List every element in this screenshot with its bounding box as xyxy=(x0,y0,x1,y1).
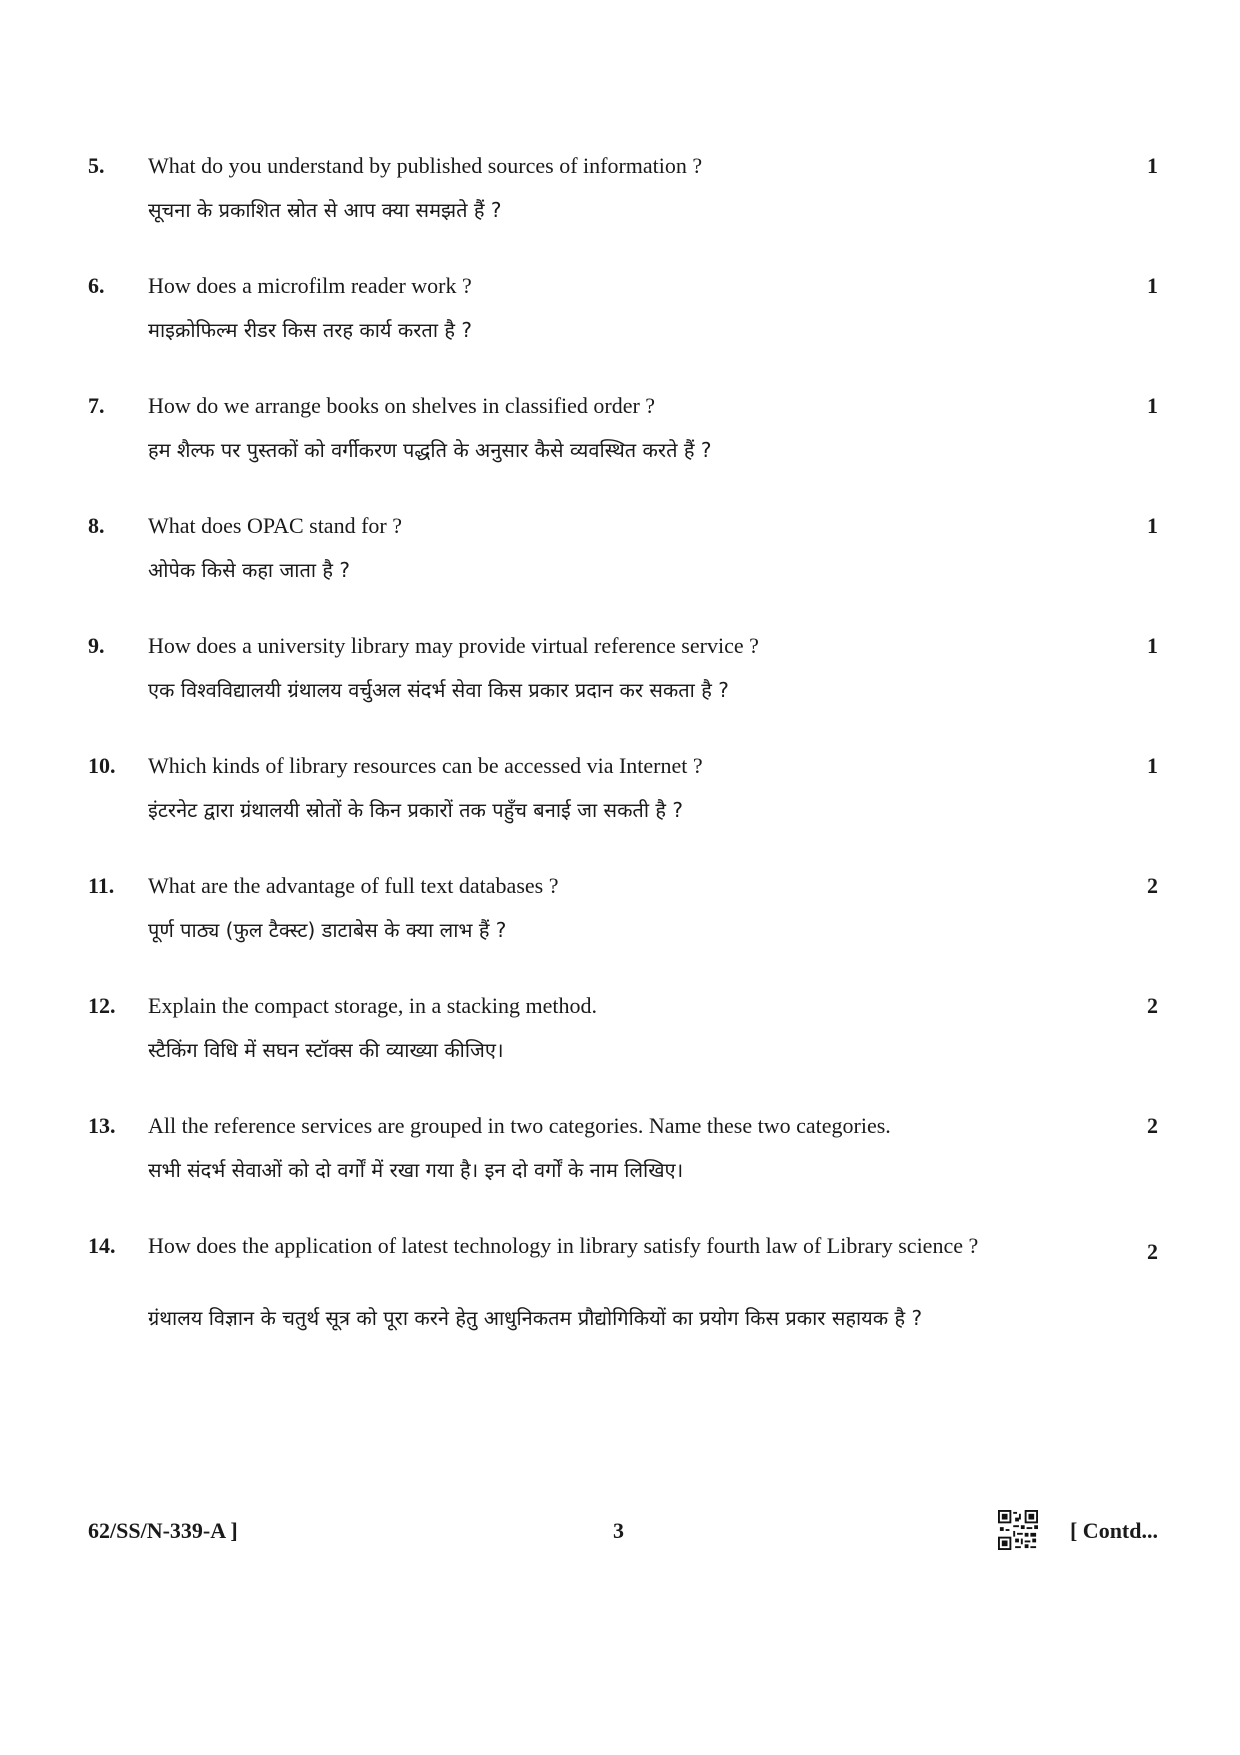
question-text-hindi: इंटरनेट द्वारा ग्रंथालयी स्रोतों के किन प्रकारों तक पहुँच बनाई जा सकती है ? xyxy=(148,798,683,822)
question-marks: 1 xyxy=(1147,513,1158,538)
question-number: 14. xyxy=(88,1233,116,1258)
question-marks: 1 xyxy=(1147,153,1158,178)
question-number: 7. xyxy=(88,393,105,418)
question-number: 13. xyxy=(88,1113,116,1138)
question-11 xyxy=(88,872,1158,942)
question-number: 10. xyxy=(88,753,116,778)
question-number: 6. xyxy=(88,273,105,298)
paper-code: 62/SS/N-339-A ] xyxy=(88,1518,238,1543)
question-number: 12. xyxy=(88,993,116,1018)
question-7 xyxy=(88,392,1158,462)
question-text-english: How does a university library may provide virtual reference service ? xyxy=(148,633,759,658)
qr-code-icon xyxy=(998,1510,1038,1550)
question-marks: 1 xyxy=(1147,273,1158,298)
question-text-english: How does a microfilm reader work ? xyxy=(148,273,472,298)
question-text-hindi: स्टैकिंग विधि में सघन स्टॉक्स की व्याख्या कीजिए। xyxy=(148,1038,504,1062)
question-13 xyxy=(88,1112,1158,1182)
question-number: 5. xyxy=(88,153,105,178)
question-5 xyxy=(88,152,1158,222)
question-text-english: What do you understand by published sources of information ? xyxy=(148,153,703,178)
question-text-hindi: माइक्रोफिल्म रीडर किस तरह कार्य करता है ? xyxy=(148,318,472,342)
question-text-hindi: ओपेक किसे कहा जाता है ? xyxy=(148,558,351,582)
question-marks: 2 xyxy=(1147,1113,1158,1138)
question-text-english: What are the advantage of full text databases ? xyxy=(148,873,559,898)
question-text-hindi: सूचना के प्रकाशित स्रोत से आप क्या समझते हैं ? xyxy=(148,198,502,222)
question-text-english: How does the application of latest technology in library satisfy fourth law of Library science ? xyxy=(148,1233,979,1258)
page-number: 3 xyxy=(613,1518,624,1543)
question-text-english: All the reference services are grouped in two categories. Name these two categories. xyxy=(148,1113,891,1138)
question-marks: 2 xyxy=(1147,993,1158,1018)
question-text-english: What does OPAC stand for ? xyxy=(148,513,402,538)
question-text-hindi: सभी संदर्भ सेवाओं को दो वर्गों में रखा गया है। इन दो वर्गों के नाम लिखिए। xyxy=(148,1158,684,1182)
question-marks: 1 xyxy=(1147,393,1158,418)
question-text-hindi: हम शैल्फ पर पुस्तकों को वर्गीकरण पद्धति के अनुसार कैसे व्यवस्थित करते हैं ? xyxy=(148,438,712,462)
question-text-hindi: ग्रंथालय विज्ञान के चतुर्थ सूत्र को पूरा करने हेतु आधुनिकतम प्रौद्योगिकियों का प्रयोग किस प्रकार सहायक है ? xyxy=(148,1306,923,1330)
question-14 xyxy=(88,1232,1158,1332)
question-10 xyxy=(88,752,1158,822)
question-9 xyxy=(88,632,1158,702)
question-text-hindi: पूर्ण पाठ्य (फुल टैक्स्ट) डाटाबेस के क्या लाभ हैं ? xyxy=(148,918,507,942)
question-text-english: Explain the compact storage, in a stacking method. xyxy=(148,993,598,1018)
question-text-english: How do we arrange books on shelves in classified order ? xyxy=(148,393,656,418)
question-6 xyxy=(88,272,1158,342)
question-text-english: Which kinds of library resources can be accessed via Internet ? xyxy=(148,753,703,778)
question-text-hindi: एक विश्वविद्यालयी ग्रंथालय वर्चुअल संदर्भ सेवा किस प्रकार प्रदान कर सकता है ? xyxy=(148,678,729,702)
continued-label: [ Contd... xyxy=(1069,1518,1158,1543)
question-marks: 1 xyxy=(1147,753,1158,778)
question-12 xyxy=(88,992,1158,1062)
question-8 xyxy=(88,512,1158,582)
question-marks: 2 xyxy=(1147,1239,1158,1264)
question-marks: 1 xyxy=(1147,633,1158,658)
question-number: 11. xyxy=(88,873,115,898)
question-number: 8. xyxy=(88,513,105,538)
question-number: 9. xyxy=(88,633,105,658)
question-marks: 2 xyxy=(1147,873,1158,898)
page-footer xyxy=(88,1510,1158,1550)
